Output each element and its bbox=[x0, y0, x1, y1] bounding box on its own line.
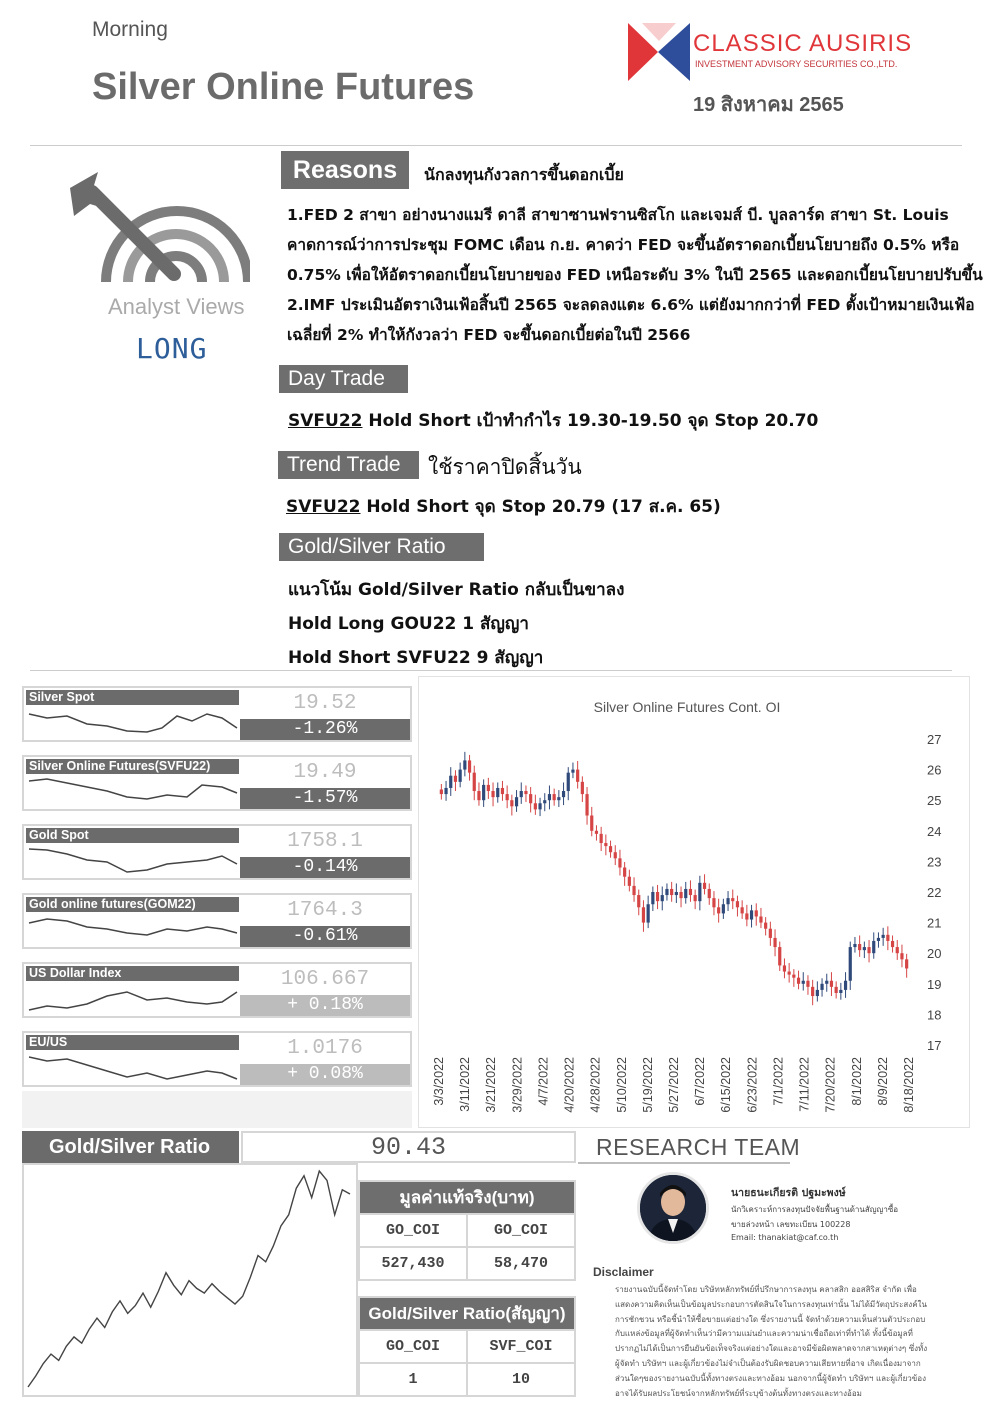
candle-body bbox=[896, 947, 899, 953]
market-label: Silver Online Futures(SVFU22) bbox=[26, 759, 239, 774]
sparkline bbox=[27, 913, 239, 947]
candle-body bbox=[609, 846, 612, 852]
analyst-email: Email: thanakiat@caf.co.th bbox=[731, 1233, 839, 1242]
candle-body bbox=[839, 990, 842, 993]
x-tick-label: 6/7/2022 bbox=[693, 1057, 708, 1106]
market-value: 1.0176 bbox=[287, 1037, 363, 1060]
candle-body bbox=[491, 791, 494, 797]
analyst-views-label: Analyst Views bbox=[108, 294, 245, 319]
candle-body bbox=[440, 789, 443, 794]
chart-axes bbox=[432, 732, 941, 1113]
candle-body bbox=[882, 935, 885, 938]
candle-body bbox=[496, 788, 499, 797]
day-trade-symbol: SVFU22 bbox=[288, 411, 363, 431]
candlestick-chart bbox=[419, 677, 969, 1127]
reason-line: 2.IMF ประเมินอัตราเงินเฟ้อสิ้นปี 2565 จะลดลงแตะ 6.6% แต่ยังมากกว่าที่ FED ตั้งเป้าหมายเงินเฟ้อ bbox=[287, 296, 975, 314]
x-tick-label: 4/20/2022 bbox=[562, 1057, 577, 1113]
disclaimer-line: ผู้จัดทำ บริษัทฯ และผู้เกี่ยวข้องไม่จำเป็นต้องรับผิดชอบความเสียหายที่อาจ เกิดเนื่องมาจาก bbox=[615, 1358, 921, 1368]
x-tick-label: 3/3/2022 bbox=[432, 1057, 446, 1106]
candle-body bbox=[595, 831, 598, 834]
x-tick-label: 8/1/2022 bbox=[849, 1057, 864, 1106]
day-trade-detail: Hold Short เป้าทำกำไร 19.30-19.50 จุด Stop 20.70 bbox=[362, 411, 819, 431]
market-panel-eurusd bbox=[22, 1031, 412, 1087]
x-tick-label: 4/7/2022 bbox=[536, 1057, 551, 1106]
ratio-chart bbox=[22, 1163, 358, 1397]
y-tick-label: 24 bbox=[927, 823, 942, 839]
candle-body bbox=[741, 907, 744, 913]
candle-body bbox=[825, 981, 828, 984]
y-tick-label: 27 bbox=[927, 732, 942, 747]
candle-body bbox=[562, 791, 565, 797]
x-tick-label: 7/20/2022 bbox=[823, 1057, 838, 1113]
market-value: 19.52 bbox=[293, 692, 357, 715]
candle-body bbox=[468, 760, 471, 772]
candle-body bbox=[849, 947, 852, 981]
candle-body bbox=[581, 782, 584, 794]
candle-body bbox=[778, 947, 781, 965]
market-panel-silver-futures bbox=[22, 755, 412, 811]
candle-body bbox=[872, 941, 875, 953]
candle-body bbox=[717, 907, 720, 913]
disclaimer-line: อาจได้รับผลประโยชน์จากหลักทรัพย์ที่ระบุข้างต้นทั้งทางตรงและทางอ้อม bbox=[615, 1388, 862, 1398]
candle-body bbox=[867, 947, 870, 953]
reason-line: เฉลี่ยที่ 2% ทำให้กังวลว่า FED จะขึ้นดอกเบี้ยต่อในปี 2566 bbox=[287, 326, 691, 344]
table-title: Gold/Silver Ratio(สัญญา) bbox=[359, 1297, 575, 1330]
reason-line: 0.75% เพื่อให้อัตราดอกเบี้ยนโยบายของ FED เหนือระดับ 3% ในปี 2565 และดอกเบี้ยนโยบายปรับขึ้น bbox=[287, 266, 983, 284]
market-label: Silver Spot bbox=[26, 690, 239, 705]
candle-body bbox=[900, 953, 903, 959]
trend-trade-text bbox=[286, 493, 721, 520]
candle-body bbox=[703, 883, 706, 889]
candle-body bbox=[628, 877, 631, 886]
candle-body bbox=[515, 797, 518, 806]
table-title: มูลค่าแท้จริง(บาท) bbox=[359, 1181, 575, 1214]
market-label: Gold online futures(GOM22) bbox=[26, 897, 239, 912]
sparkline bbox=[27, 1051, 239, 1085]
table-cell: 1 bbox=[359, 1363, 467, 1396]
x-tick-label: 5/10/2022 bbox=[614, 1057, 629, 1113]
intrinsic-value-table bbox=[358, 1180, 576, 1281]
analyst-info: ขายล่วงหน้า เลขทะเบียน 100228 bbox=[731, 1220, 851, 1229]
disclaimer-text bbox=[615, 1283, 935, 1401]
disclaimer-line: กับแหล่งข้อมูลที่ผู้จัดทำเห็นว่ามีความแม่นยำและความน่าเชื่อถือเท่าที่ทำได้ ทั้งนี้ข้อมูลที่ bbox=[615, 1329, 913, 1339]
page-title: Silver Online Futures bbox=[92, 66, 475, 108]
research-team-title: RESEARCH TEAM bbox=[596, 1134, 801, 1160]
candle-body bbox=[844, 981, 847, 990]
candle-body bbox=[788, 972, 791, 975]
y-tick-label: 17 bbox=[927, 1038, 942, 1053]
candle-body bbox=[773, 938, 776, 947]
candle-body bbox=[590, 816, 593, 831]
day-trade-text bbox=[288, 407, 818, 434]
candle-body bbox=[820, 984, 823, 990]
candle-body bbox=[473, 773, 476, 791]
market-label: Gold Spot bbox=[26, 828, 239, 843]
candle-body bbox=[637, 895, 640, 907]
candle-body bbox=[651, 892, 654, 904]
ratio-line-chart bbox=[24, 1165, 356, 1395]
market-value: 19.49 bbox=[293, 761, 357, 784]
disclaimer-line: รายงานฉบับนี้จัดทำโดย บริษัทหลักทรัพย์ที่ปรึกษาการลงทุน คลาสสิก ออสสิริส จำกัด เพื่อ bbox=[615, 1285, 917, 1294]
candle-body bbox=[694, 895, 697, 901]
sparkline bbox=[27, 982, 239, 1016]
market-panel-dollar-index bbox=[22, 962, 412, 1018]
candle-body bbox=[642, 907, 645, 922]
candle-body bbox=[524, 791, 527, 794]
market-value: 1764.3 bbox=[287, 899, 363, 922]
disclaimer-line: ปรากฏไม่ได้เป็นการยืนยันข้อเท็จจริงแต่อย่างใดและอาจมีข้อผิดพลาดจากสาเหตุต่างๆ ซึ่งทั้ง bbox=[615, 1344, 928, 1354]
market-change: -1.26% bbox=[240, 719, 410, 740]
panel-spacer bbox=[22, 1091, 412, 1128]
reasons-subtitle: นักลงทุนกังวลการขึ้นดอกเบี้ย bbox=[424, 165, 624, 184]
candle-body bbox=[600, 834, 603, 843]
market-change: + 0.18% bbox=[240, 995, 410, 1016]
candle-body bbox=[585, 794, 588, 815]
target-arrow-icon bbox=[70, 170, 250, 292]
market-panel-gold-spot bbox=[22, 824, 412, 880]
candle-body bbox=[797, 978, 800, 984]
brand-name: CLASSIC AUSIRIS bbox=[693, 30, 913, 57]
x-tick-label: 8/9/2022 bbox=[875, 1057, 890, 1106]
y-tick-label: 19 bbox=[927, 976, 942, 992]
ratio-panel-value: 90.43 bbox=[241, 1131, 576, 1163]
candle-body bbox=[792, 975, 795, 978]
candle-body bbox=[520, 791, 523, 797]
reason-line: คาดการณ์ว่าการประชุม FOMC เดือน ก.ย. คาดว่า FED จะขึ้นอัตราดอกเบี้ยนโยบายถึง 0.5% หรือ bbox=[287, 236, 960, 254]
candle-body bbox=[863, 947, 866, 950]
candle-body bbox=[553, 794, 556, 800]
market-panel-silver-spot bbox=[22, 686, 412, 742]
market-label: EU/US bbox=[26, 1035, 239, 1050]
table-cell: 10 bbox=[467, 1363, 575, 1396]
x-tick-label: 5/19/2022 bbox=[640, 1057, 655, 1113]
market-label: US Dollar Index bbox=[26, 966, 239, 981]
candle-body bbox=[853, 944, 856, 947]
market-change: -0.14% bbox=[240, 857, 410, 878]
candle-body bbox=[769, 929, 772, 938]
candle-body bbox=[858, 944, 861, 950]
x-tick-label: 7/1/2022 bbox=[771, 1057, 786, 1106]
table-header: GO_COI bbox=[359, 1214, 467, 1247]
candle-body bbox=[731, 898, 734, 901]
divider bbox=[30, 145, 962, 146]
market-change: -0.61% bbox=[240, 926, 410, 947]
candle-body bbox=[698, 883, 701, 901]
candle-body bbox=[755, 910, 758, 916]
reasons-tag: Reasons bbox=[281, 151, 409, 189]
candle-body bbox=[548, 794, 551, 800]
candle-body bbox=[463, 760, 466, 769]
table-header: SVF_COI bbox=[467, 1330, 575, 1363]
person-icon bbox=[640, 1175, 706, 1241]
gold-silver-line: แนวโน้ม Gold/Silver Ratio กลับเป็นขาลง bbox=[288, 580, 625, 600]
chart-title: Silver Online Futures Cont. OI bbox=[593, 699, 781, 715]
x-tick-label: 7/11/2022 bbox=[797, 1057, 812, 1112]
candle-body bbox=[614, 852, 617, 858]
candle-body bbox=[708, 889, 711, 898]
market-value: 106.667 bbox=[280, 968, 370, 991]
candle-body bbox=[604, 843, 607, 846]
brand-logo-icon bbox=[628, 23, 690, 81]
gold-silver-line: Hold Long GOU22 1 สัญญา bbox=[288, 614, 529, 634]
candle-body bbox=[647, 904, 650, 922]
trend-trade-symbol: SVFU22 bbox=[286, 497, 361, 517]
candle-body bbox=[905, 959, 908, 968]
sparkline bbox=[27, 775, 239, 809]
candle-body bbox=[661, 895, 664, 901]
candle-body bbox=[571, 770, 574, 773]
x-tick-label: 6/15/2022 bbox=[719, 1057, 734, 1113]
candle-body bbox=[454, 776, 457, 782]
candle-body bbox=[449, 776, 452, 788]
candle-body bbox=[623, 868, 626, 877]
trend-trade-note: ใช้ราคาปิดสิ้นวัน bbox=[428, 455, 582, 479]
candle-body bbox=[444, 788, 447, 794]
candle-body bbox=[712, 898, 715, 907]
candle-body bbox=[736, 901, 739, 907]
candle-body bbox=[506, 794, 509, 800]
market-change: + 0.08% bbox=[240, 1064, 410, 1085]
x-tick-label: 6/23/2022 bbox=[745, 1057, 760, 1113]
candle-body bbox=[722, 904, 725, 913]
session-label: Morning bbox=[92, 18, 168, 41]
candle-body bbox=[567, 773, 570, 791]
analyst-name: นายธนะเกียรติ ปฐมะพงษ์ bbox=[731, 1187, 846, 1199]
avatar bbox=[637, 1172, 709, 1244]
candle-body bbox=[745, 913, 748, 919]
candle-body bbox=[783, 965, 786, 971]
table-cell: 58,470 bbox=[467, 1247, 575, 1280]
y-tick-label: 26 bbox=[927, 762, 942, 778]
candle-body bbox=[811, 987, 814, 996]
ratio-panel-title: Gold/Silver Ratio bbox=[22, 1131, 239, 1163]
y-tick-label: 23 bbox=[927, 854, 942, 870]
trend-trade-tag: Trend Trade bbox=[278, 451, 419, 479]
gold-silver-line: Hold Short SVFU22 9 สัญญา bbox=[288, 648, 544, 668]
divider bbox=[578, 1162, 790, 1164]
report-date: 19 สิงหาคม 2565 bbox=[693, 94, 844, 116]
candle-body bbox=[632, 886, 635, 895]
candle-body bbox=[886, 935, 889, 941]
disclaimer-title: Disclaimer bbox=[593, 1265, 654, 1279]
sparkline bbox=[27, 706, 239, 740]
table-header: GO_COI bbox=[359, 1330, 467, 1363]
y-tick-label: 18 bbox=[927, 1007, 942, 1023]
analyst-info: นักวิเคราะห์การลงทุนปัจจัยพื้นฐานด้านสัญญาซื้อ bbox=[731, 1205, 899, 1214]
disclaimer-line: ส่วนใดๆของรายงานฉบับนี้ทั้งทางตรงและทางอ้อม นอกจากนี้ผู้จัดทำ บริษัทฯ และผู้เกี่ยวข้อง bbox=[615, 1373, 926, 1383]
y-tick-label: 22 bbox=[927, 885, 942, 900]
trend-trade-detail: Hold Short จุด Stop 20.79 (17 ส.ค. 65) bbox=[360, 497, 721, 517]
candle-body bbox=[830, 981, 833, 987]
candle-body bbox=[750, 910, 753, 919]
candle-body bbox=[816, 990, 819, 996]
candle-body bbox=[689, 889, 692, 895]
y-tick-label: 21 bbox=[927, 915, 942, 931]
candle-body bbox=[459, 770, 462, 782]
candle-body bbox=[618, 858, 621, 867]
x-tick-label: 4/28/2022 bbox=[588, 1057, 603, 1113]
x-tick-label: 3/29/2022 bbox=[510, 1057, 525, 1113]
day-trade-tag: Day Trade bbox=[279, 365, 408, 393]
candle-body bbox=[665, 889, 668, 895]
disclaimer-line: การชักชวน หรือชี้นำให้ซื้อขายแต่อย่างใด ซึ่งรายงานนี้ จัดทำด้วยความเห็นส่วนตัวประกอบ bbox=[615, 1314, 926, 1324]
candle-body bbox=[679, 892, 682, 898]
candle-body bbox=[764, 923, 767, 929]
candle-body bbox=[510, 800, 513, 806]
ratio-series-line bbox=[28, 1171, 350, 1387]
candle-body bbox=[759, 916, 762, 922]
candle-body bbox=[656, 892, 659, 901]
candle-body bbox=[684, 889, 687, 898]
market-change: -1.57% bbox=[240, 788, 410, 809]
y-tick-label: 25 bbox=[927, 793, 942, 809]
table-header: GO_COI bbox=[467, 1214, 575, 1247]
table-cell: 527,430 bbox=[359, 1247, 467, 1280]
x-tick-label: 3/11/2022 bbox=[458, 1057, 473, 1112]
disclaimer-line: แสดงความคิดเห็นเป็นข้อมูลประกอบการตัดสินใจในการลงทุนเท่านั้น ไม่ได้มีวัตถุประสงค์ใน bbox=[615, 1299, 927, 1309]
candle-body bbox=[482, 785, 485, 800]
y-tick-label: 20 bbox=[927, 946, 942, 962]
reason-line: 1.FED 2 สาขา อย่างนางแมรี ดาลี สาขาซานฟรานซิสโก และเจมส์ บี. บูลลาร์ด สาขา St. Louis bbox=[287, 206, 949, 224]
x-tick-label: 8/18/2022 bbox=[902, 1057, 916, 1113]
candle-body bbox=[538, 803, 541, 809]
market-panel-gold-futures bbox=[22, 893, 412, 949]
sparkline bbox=[27, 844, 239, 878]
candle-body bbox=[877, 938, 880, 941]
chart-marks bbox=[440, 752, 909, 1005]
divider bbox=[30, 670, 952, 671]
x-tick-label: 3/21/2022 bbox=[484, 1057, 499, 1113]
contracts-table bbox=[358, 1296, 576, 1397]
analyst-view: LONG bbox=[136, 332, 208, 365]
candle-body bbox=[534, 803, 537, 809]
market-value: 1758.1 bbox=[287, 830, 363, 853]
candle-body bbox=[576, 770, 579, 782]
candle-body bbox=[806, 981, 809, 987]
candle-body bbox=[891, 941, 894, 947]
candle-body bbox=[477, 791, 480, 800]
candle-body bbox=[529, 794, 532, 803]
candle-body bbox=[835, 987, 838, 993]
candle-body bbox=[802, 981, 805, 984]
candle-body bbox=[726, 898, 729, 904]
gold-silver-tag: Gold/Silver Ratio bbox=[279, 533, 484, 561]
candle-body bbox=[501, 788, 504, 794]
x-tick-label: 5/27/2022 bbox=[667, 1057, 681, 1113]
silver-oi-chart bbox=[418, 676, 970, 1128]
candle-body bbox=[487, 785, 490, 791]
candle-body bbox=[557, 797, 560, 800]
brand-subtitle: INVESTMENT ADVISORY SECURITIES CO.,LTD. bbox=[695, 59, 898, 69]
candle-body bbox=[543, 800, 546, 803]
candle-body bbox=[670, 889, 673, 895]
candle-body bbox=[675, 892, 678, 895]
